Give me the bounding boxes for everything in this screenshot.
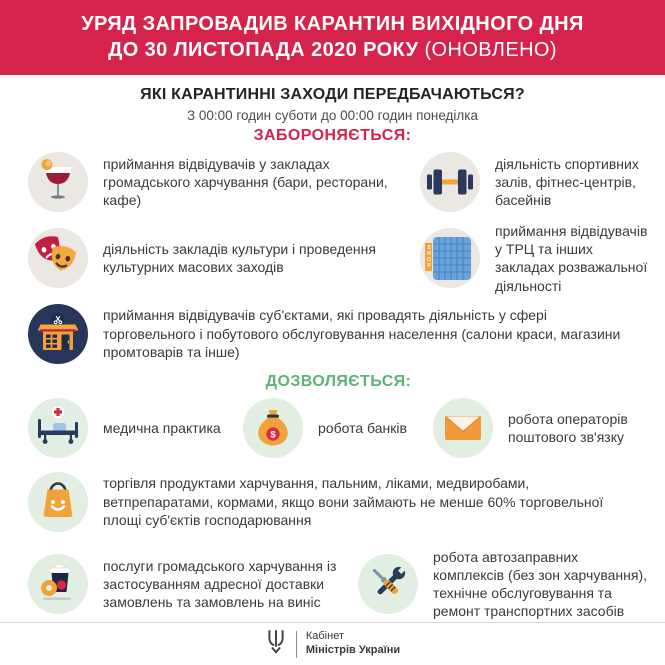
list-item-text: приймання відвідувачів у ТРЦ та інших закладах розважальної діяльності — [495, 223, 648, 294]
list-item-text: торгівля продуктами харчування, пальним, ліками, медвиробами, ветпрепаратами, кормами, якщо вони займають не менше 60% торговельної площі суб'єктів господарювання — [103, 475, 604, 528]
list-item-text: робота автозаправних комплексів (без зон харчування), технічне обслуговування та ремонт транспортних засобів — [433, 548, 647, 620]
header-updated-label: (ОНОВЛЕНО) — [424, 39, 557, 61]
envelope-icon — [433, 398, 493, 458]
list-item-text: робота операторів поштового зв'язку — [508, 410, 628, 445]
list-item — [358, 548, 649, 621]
prohibited-row-2 — [28, 222, 649, 295]
allowed-row-1 — [28, 398, 649, 458]
list-item — [28, 152, 420, 212]
timeframe-text: З 00:00 годин суботи до 00:00 годин понеділка — [186, 108, 479, 123]
theater-masks-icon — [28, 228, 88, 288]
prohibited-heading: ЗАБОРОНЯЄТЬСЯ: — [253, 127, 412, 144]
list-item — [28, 472, 643, 532]
shopping-mall-icon — [420, 228, 480, 288]
header-banner — [0, 0, 665, 75]
list-item — [28, 228, 420, 288]
list-item-text: діяльність спортивних залів, фітнес-центрів, басейнів — [495, 155, 639, 209]
list-item-text: робота банків — [318, 419, 407, 436]
list-item-text: приймання відвідувачів у закладах громадського харчування (бари, ресторани, кафе) — [103, 155, 388, 209]
list-item — [243, 398, 433, 458]
list-item-text: приймання відвідувачів суб'єктами, які провадять діяльність у сфері торговельного і побутового обслуговування населення (салони краси, магазини промтоварів та інше) — [103, 307, 621, 360]
list-item — [28, 398, 243, 458]
shop-sign-label: SHOP — [426, 245, 432, 270]
org-name-line2: Міністрів України — [305, 644, 401, 656]
prohibited-row-1 — [28, 152, 649, 212]
logo-divider — [296, 631, 297, 658]
allowed-row-3 — [28, 548, 649, 621]
service-shop-icon — [28, 304, 88, 364]
measures-question: ЯКІ КАРАНТИННІ ЗАХОДИ ПЕРЕДБАЧАЮТЬСЯ? — [140, 86, 525, 103]
prohibited-row-3 — [28, 304, 649, 364]
wine-glass-icon — [28, 152, 88, 212]
takeaway-food-icon — [28, 554, 88, 614]
allowed-heading: ДОЗВОЛЯЄТЬСЯ: — [265, 372, 412, 390]
header-title-line1: УРЯД ЗАПРОВАДИВ КАРАНТИН ВИХІДНОГО ДНЯ — [81, 13, 584, 35]
hospital-bed-icon — [28, 398, 88, 458]
content — [0, 152, 665, 621]
org-name-line1: Кабінет — [305, 630, 344, 643]
header-title-line2-main: ДО 30 ЛИСТОПАДА 2020 РОКУ — [108, 39, 419, 61]
trident-emblem-icon — [265, 627, 287, 662]
list-item — [433, 398, 649, 458]
header-title-line2 — [0, 37, 665, 63]
money-bag-icon — [243, 398, 303, 458]
dumbbell-icon — [420, 152, 480, 212]
tools-icon — [358, 554, 418, 614]
footer — [0, 622, 665, 665]
list-item — [28, 304, 643, 364]
list-item-text: діяльність закладів культури і проведення культурних масових заходів — [103, 241, 376, 276]
list-item-text: медична практика — [103, 419, 221, 436]
list-item — [420, 152, 649, 212]
list-item — [28, 554, 358, 614]
list-item — [420, 222, 649, 295]
allowed-row-2 — [28, 472, 649, 532]
shopping-bag-icon — [28, 472, 88, 532]
org-name — [306, 630, 400, 658]
dollar-symbol: $ — [270, 429, 276, 441]
list-item-text: послуги громадського харчування із застосуванням адресної доставки замовлень та замовлень на виніс — [103, 557, 337, 611]
